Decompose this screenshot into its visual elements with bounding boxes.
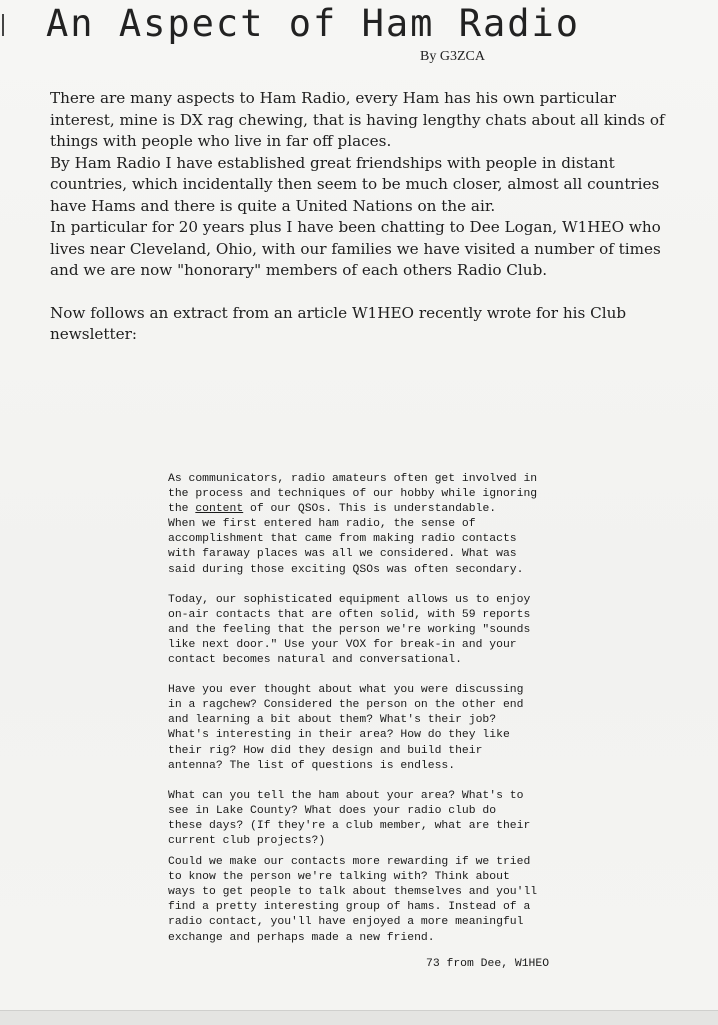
- extract-signoff: 73 from Dee, W1HEO: [426, 958, 550, 970]
- article-title: An Aspect of Ham Radio: [46, 2, 581, 45]
- page-bottom-edge: [0, 1010, 718, 1025]
- extract-paragraph: [168, 472, 578, 578]
- extract-text: As communicators, radio amateurs often get involved in the process and techniques of our hobby while ignoring the: [168, 473, 538, 516]
- intro-paragraph: There are many aspects to Ham Radio, every Ham has his own particular interest, mine is DX rag chewing, that is having lengthy chats about all kinds of things with people who live in far off places.: [50, 89, 665, 150]
- emphasis-content: content: [195, 503, 244, 516]
- intro-paragraph: In particular for 20 years plus I have been chatting to Dee Logan, W1HEO who lives near Cleveland, Ohio, with our families we have visited a number of times and we are now "honorary" members of each others Radio Club.: [50, 218, 661, 279]
- extract-paragraph: What can you tell the ham about your area? What's to see in Lake County? What does your radio club do these days? (If they're a club member, what are their current club projects?): [168, 789, 531, 847]
- extract-paragraph: Today, our sophisticated equipment allows us to enjoy on-air contacts that are often solid, with 59 reports and the feeling that the person we're working "sounds like next door." Use your VOX for break-in and your contact becomes natural and conversational.: [168, 593, 531, 667]
- extract-paragraph: Could we make our contacts more rewarding if we tried to know the person we're talking with? Think about ways to get people to talk about themselves and you'll find a pretty interesting group of hams. Instead of a radio contact, you'll have enjoyed a more meaningful exchange and perhaps made a new friend.: [168, 856, 538, 944]
- newsletter-extract: [168, 472, 578, 961]
- article-byline: By G3ZCA: [420, 49, 485, 64]
- page-edge-mark: [2, 14, 4, 36]
- intro-section: [50, 88, 680, 346]
- extract-paragraph: Have you ever thought about what you were discussing in a ragchew? Considered the person on the other end and learning a bit about them? What's their job? What's interesting in their area? How do they like their rig? How did they design and build their antenna? The list of questions is endless.: [168, 684, 524, 772]
- intro-paragraph: Now follows an extract from an article W1HEO recently wrote for his Club newsletter:: [50, 303, 627, 343]
- extract-text: of our QSOs. This is understandable. When we first entered ham radio, the sense of accomplishment that came from making radio contacts with faraway places was all we considered. What was said during those exciting QSOs was often secondary.: [168, 503, 524, 576]
- intro-paragraph: By Ham Radio I have established great friendships with people in distant countries, which incidentally then seem to be much closer, almost all countries have Hams and there is quite a United Nations on the air.: [50, 153, 660, 215]
